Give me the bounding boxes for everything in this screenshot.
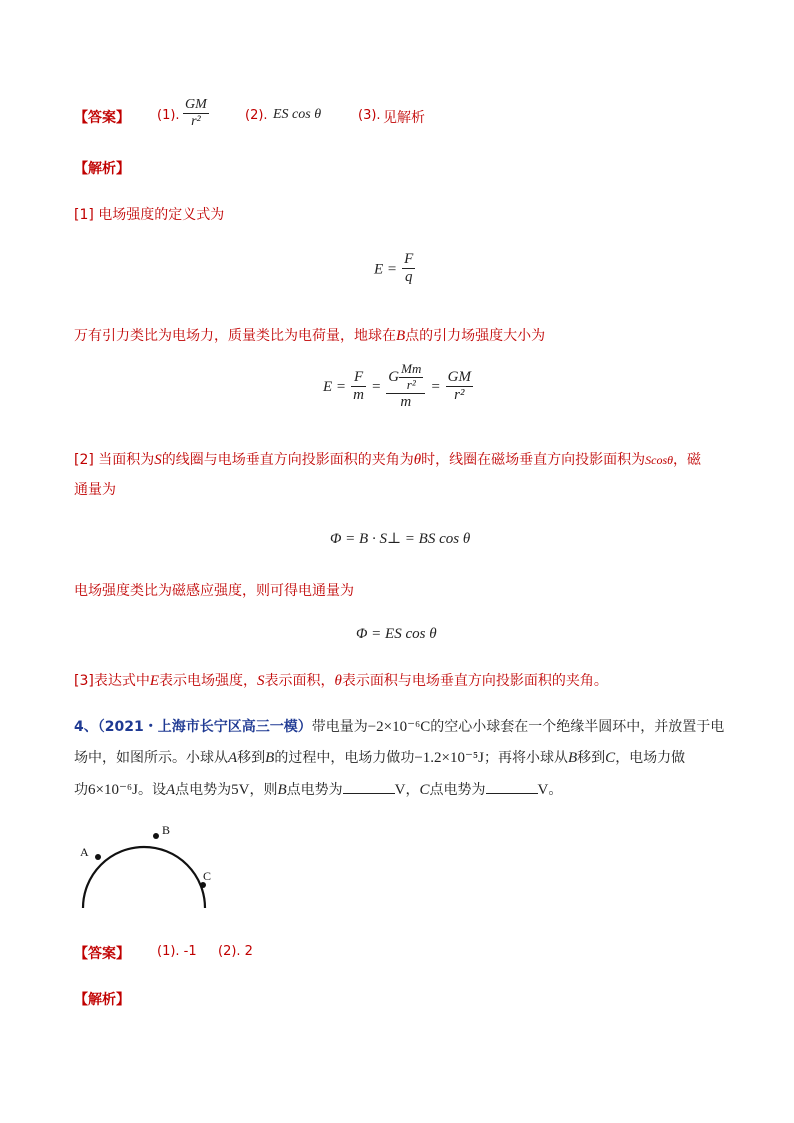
equation-magnetic-flux: Φ = B · S⊥ = BS cos θ [330,531,471,547]
question-source: （2021・上海市长宁区高三一模） [97,719,312,735]
compound-numerator [386,362,425,394]
answer2-part1: (1). -1 [157,944,197,959]
variable-e: E [149,673,160,689]
equation-lhs: E = [323,379,347,396]
charge-value: −2×10⁻⁶C [367,719,431,735]
text-span: 。 [548,782,563,798]
equation-electric-flux: Φ = ES cos θ [356,626,437,642]
analysis-line-3 [74,449,701,469]
text-span: 万有引力类比为电场力，质量类比为电荷量，地球在 [74,328,396,344]
semicircle-ring-figure [70,820,230,915]
equation-gravitational-field [323,362,473,411]
text-span: 点电势为 [286,782,343,798]
inner-numerator: Mm [401,361,422,376]
fraction-numerator: GM [183,97,209,114]
text-span: 。设 [137,782,166,798]
fraction-denominator: m [353,387,364,404]
expression-scos: Scosθ [645,453,674,467]
fraction-denominator: q [404,269,413,286]
fraction-denominator: m [400,393,412,410]
text-span: 时，线圈在磁场垂直方向投影面积为 [421,452,646,468]
variable-theta: θ [334,673,342,689]
point-a: A [228,750,238,766]
answer-blank-1[interactable] [343,781,395,794]
text-span: 点电势为 [175,782,232,798]
fraction-numerator: F [351,369,366,387]
work-value-1: −1.2×10⁻⁵J [414,750,484,766]
text-span: ， [405,782,420,798]
text-span: 表示面积， [264,673,335,689]
question-4-line-2 [74,747,685,767]
point-b: B [568,750,578,766]
point-b: B [265,750,275,766]
variable-b: B [396,328,406,344]
inner-denominator: r² [406,376,416,392]
work-value-2: 6×10⁻⁶J [88,782,138,798]
answer-part1-label: (1). [157,108,180,123]
text-span: 表示电场强度， [159,673,258,689]
question-4-line-1 [74,716,724,736]
analysis-tag-2: 【解析】 [74,992,130,1008]
fraction-denominator: r² [191,114,201,130]
unit-volt: V [537,782,549,798]
variable-s: S [154,452,162,468]
question-number: 4、 [74,719,98,735]
analysis-line-4: 电场强度类比为磁感应强度，则可得电通量为 [74,583,354,599]
answer-tag-2: 【答案】 [74,946,130,962]
text-span: 移到 [237,750,266,766]
answer-line-1 [74,107,130,127]
text-span: 点电势为 [429,782,486,798]
equals-sign: = [430,379,441,396]
analysis-item-1: [1] 电场强度的定义式为 [74,207,225,223]
analysis-tag: 【解析】 [74,161,130,177]
text-span: ，磁 [673,452,702,468]
text-span: 的线圈与电场垂直方向投影面积的夹角为 [161,452,414,468]
fraction-numerator: GM [446,369,473,387]
equation-lhs: E = [374,261,398,278]
text-span: 移到 [577,750,606,766]
analysis-line-2 [74,325,545,345]
unit-volt: V [394,782,406,798]
text-span: 点的引力场强度大小为 [405,328,546,344]
point-b-dot [153,833,159,839]
equals-sign: = [371,379,382,396]
point-c: C [605,750,616,766]
label-a: A [80,845,89,859]
point-c: C [419,782,430,798]
answer-part3-label: (3). [358,108,381,123]
label-c: C [203,869,212,883]
variable-theta: θ [413,452,422,468]
text-span: 的过程中，电场力做功 [274,750,415,766]
text-span: ，则 [249,782,278,798]
constant-g: G [388,368,400,385]
analysis-line-5 [74,670,608,690]
text-span: 的空心小球套在一个绝缘半圆环中，并放置于电 [430,719,725,735]
answer-part3-text: 见解析 [383,110,425,126]
question-4-line-3 [74,779,562,799]
fraction-numerator: F [402,251,415,269]
answer2-part2: (2). 2 [218,944,253,959]
text-span: ；再将小球从 [484,750,568,766]
label-b: B [162,823,171,837]
fraction-denominator: r² [454,387,465,404]
answer-part2-label: (2). [245,108,268,123]
text-span: 表示面积与电场垂直方向投影面积的夹角。 [341,673,608,689]
point-a: A [165,782,176,798]
analysis-line-3-cont: 通量为 [74,482,116,498]
answer-tag: 【答案】 [74,110,130,126]
text-span: [2] 当面积为 [74,452,155,468]
point-a-dot [95,854,101,860]
answer-part1-fraction [183,97,209,130]
equation-electric-field-definition [374,251,415,287]
answer-part2-expression: ES cos θ [273,107,322,122]
text-span: ，电场力做 [615,750,686,766]
point-b: B [277,782,287,798]
variable-s: S [257,673,265,689]
text-span: 场中，如图所示。小球从 [74,750,228,766]
semicircle-arc [83,847,205,908]
potential-value: 5V [231,782,250,798]
answer-blank-2[interactable] [486,781,538,794]
text-span: 带电量为 [311,719,368,735]
text-span: [3]表达式中 [74,673,150,689]
text-span: 功 [74,782,88,798]
